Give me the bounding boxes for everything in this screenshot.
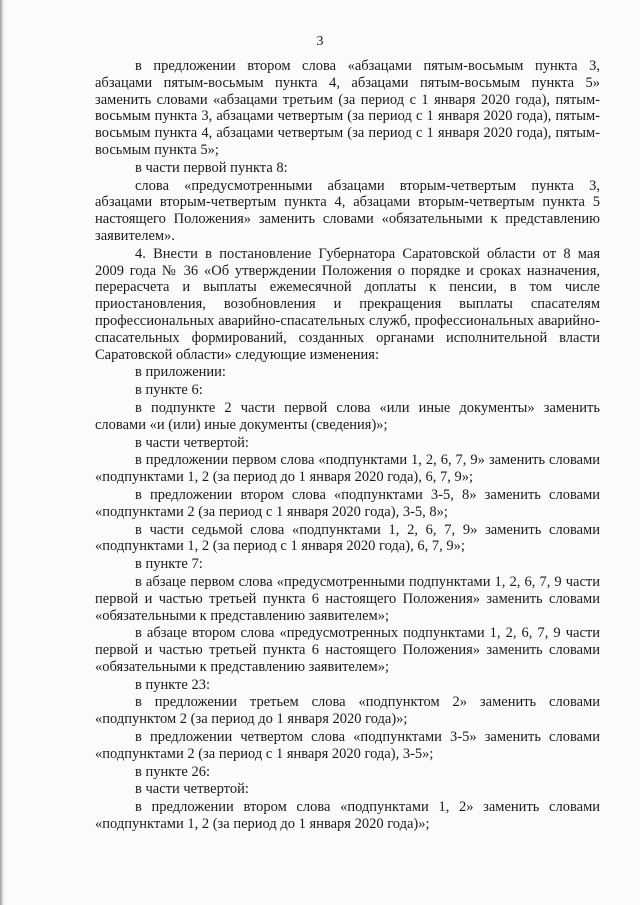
paragraph: в предложении четвертом слова «подпунктами 3-5» заменить словами «подпунктами 2 (за период с 1 января 2020 года), 3-5»; — [95, 729, 600, 762]
paragraph: в приложении: — [135, 364, 226, 381]
page-number: 3 — [316, 34, 324, 49]
paragraph: в пункте 7: — [135, 556, 203, 573]
paragraph: в предложении третьем слова «подпунктом 2» заменить словами «подпунктом 2 (за период до 1 января 2020 года)»; — [95, 694, 600, 728]
paragraph: слова «предусмотренными абзацами вторым-четвертым пункта 3, абзацами вторым-четвертым пункта 4, абзацами вторым-четвертым пункта 5 настоящего Положения» заменить словами «обязательными к представлению заявителем». — [95, 177, 600, 244]
paragraph: в абзаце втором слова «предусмотренных подпунктами 1, 2, 6, 7, 9 части первой и частью третьей пункта 6 настоящего Положения» заменить словами «обязательными к представлению заявителем»; — [95, 625, 600, 675]
scan-edge-shadow — [0, 0, 5, 905]
paragraph: в подпункте 2 части первой слова «или иные документы» заменить словами «и (или) иные документы (сведения)»; — [95, 399, 600, 433]
document-body — [95, 58, 600, 833]
paragraph: в части четвертой: — [135, 781, 249, 798]
paragraph: 4. Внести в постановление Губернатора Саратовской области от 8 мая 2009 года № 36 «Об утверждении Положения о порядке и сроках назначения, перерасчета и выплаты ежемесячной доплаты к пенсии, в том числе приостановления, возобновления и прекращения выплаты спасателям профессиональных аварийно-спасательных служб, профессиональных аварийно-спасательных формирований, созданных органами исполнительной власти Саратовской области» следующие изменения: — [95, 245, 600, 363]
paragraph: в части первой пункта 8: — [135, 159, 288, 176]
paragraph: в абзаце первом слова «предусмотренными подпунктами 1, 2, 6, 7, 9 части первой и частью третьей пункта 6 настоящего Положения» заменить словами «обязательными к представлению заявителем»; — [95, 573, 600, 624]
paragraph: в пункте 26: — [135, 763, 211, 780]
paragraph: в предложении втором слова «подпунктами 1, 2» заменить словами «подпунктами 1, 2 (за период до 1 января 2020 года)»; — [95, 799, 600, 833]
paragraph: в предложении первом слова «подпунктами 1, 2, 6, 7, 9» заменить словами «подпунктами 1, 2 (за период до 1 января 2020 года), 6, 7, 9»; — [95, 452, 600, 486]
paragraph: в пункте 6: — [135, 382, 203, 399]
paragraph: в пункте 23: — [135, 676, 211, 693]
paragraph: в части седьмой слова «подпунктами 1, 2, 6, 7, 9» заменить словами «подпунктами 1, 2 (за период с 1 января 2020 года), 6, 7, 9»; — [95, 521, 600, 555]
paragraph: в предложении втором слова «абзацами пятым-восьмым пункта 3, абзацами пятым-восьмым пункта 4, абзацами пятым-восьмым пункта 5» заменить словами «абзацами третьим (за период с 1 января 2020 года), пятым-восьмым пункта 3, абзацами четвертым (за период с 1 января 2020 года), пятым-восьмым пункта 4, абзацами четвертым (за период с 1 января 2020 года), пятым-восьмым пункта 5»; — [95, 58, 600, 158]
paragraph: в части четвертой: — [135, 434, 249, 451]
paragraph: в предложении втором слова «подпунктами 3-5, 8» заменить словами «подпунктами 2 (за период с 1 января 2020 года), 3-5, 8»; — [95, 486, 600, 520]
